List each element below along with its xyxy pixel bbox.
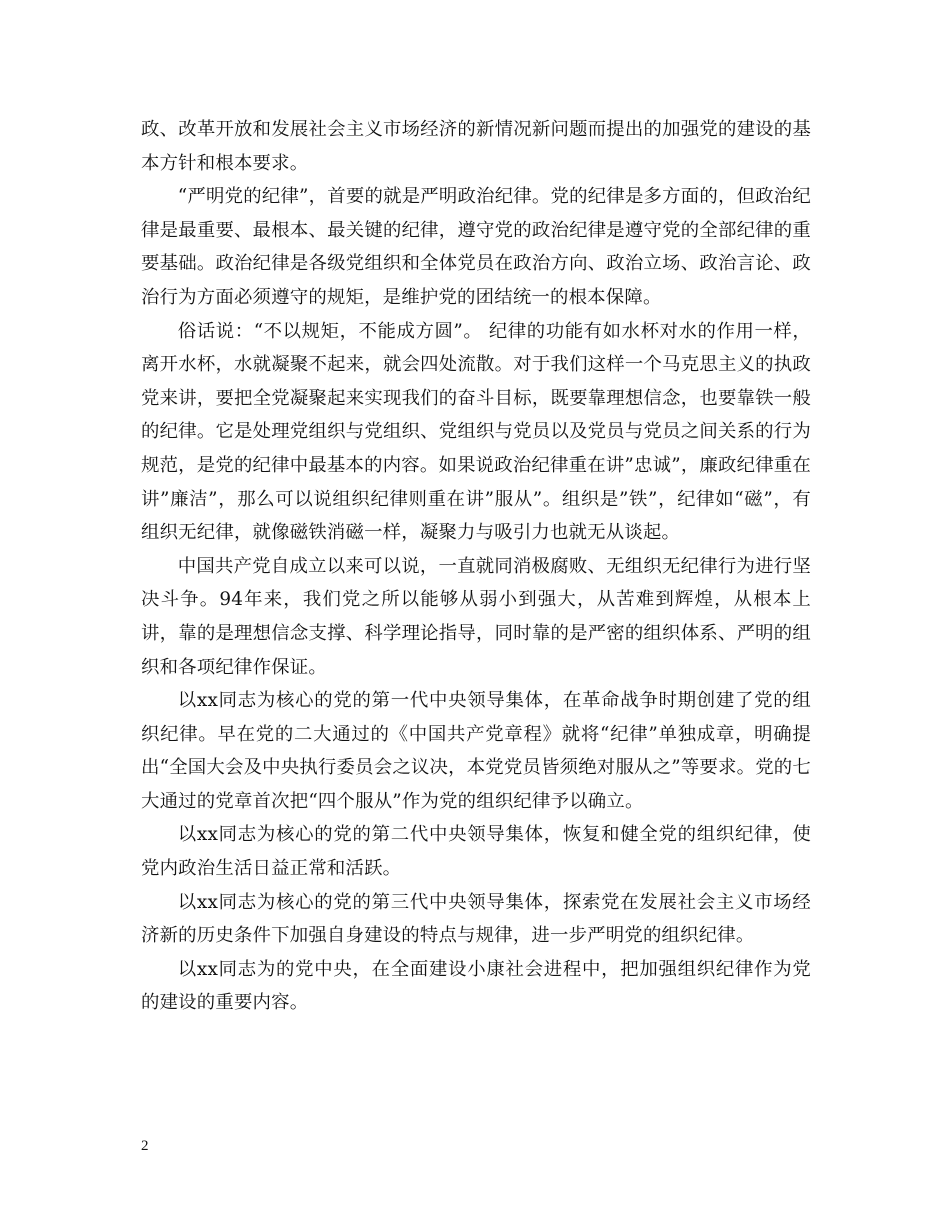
- paragraph-first-generation: 以xx同志为核心的党的第一代中央领导集体，在革命战争时期创建了党的组织纪律。早在党的二大通过的《中国共产党章程》就将“纪律”单独成章，明确提出“全国大会及中央执行委员会之议决，本党党员皆须绝对服从之”等要求。党的七大通过的党章首次把“四个服从”作为党的组织纪律予以确立。: [141, 690, 811, 812]
- paragraph-political-discipline: “严明党的纪律”，首要的就是严明政治纪律。党的纪律是多方面的，但政治纪律是最重要、最根本、最关键的纪律，遵守党的政治纪律是遵守党的全部纪律的重要基础。政治纪律是各级党组织和全体党员在政治方向、政治立场、政治言论、政治行为方面必须遵守的规矩，是维护党的团结统一的根本保障。: [141, 186, 811, 308]
- page-number: 2: [141, 1138, 149, 1154]
- paragraph-party-central: 以xx同志为的党中央，在全面建设小康社会进程中，把加强组织纪律作为党的建设的重要内容。: [141, 958, 811, 1014]
- document-body: [141, 113, 811, 1020]
- paragraph-continued: 政、改革开放和发展社会主义市场经济的新情况新问题而提出的加强党的建设的基本方针和根本要求。: [141, 119, 811, 174]
- paragraph-second-generation: 以xx同志为核心的党的第二代中央领导集体，恢复和健全党的组织纪律，使党内政治生活日益正常和活跃。: [141, 824, 811, 880]
- paragraph-third-generation: 以xx同志为核心的党的第三代中央领导集体，探索党在发展社会主义市场经济新的历史条件下加强自身建设的特点与规律，进一步严明党的组织纪律。: [141, 891, 811, 947]
- paragraph-party-history: 中国共产党自成立以来可以说，一直就同消极腐败、无组织无纪律行为进行坚决斗争。94年来，我们党之所以能够从弱小到强大，从苦难到辉煌，从根本上讲，靠的是理想信念支撑、科学理论指导，同时靠的是严密的组织体系、严明的组织和各项纪律作保证。: [141, 555, 811, 678]
- paragraph-rules-proverb: 俗话说：“不以规矩，不能成方圆”。 纪律的功能有如水杯对水的作用一样，离开水杯，水就凝聚不起来，就会四处流散。对于我们这样一个马克思主义的执政党来讲，要把全党凝聚起来实现我们的奋斗目标，既要靠理想信念，也要靠铁一般的纪律。它是处理党组织与党组织、党组织与党员以及党员与党员之间关系的行为规范，是党的纪律中最基本的内容。如果说政治纪律重在讲”忠诚”，廉政纪律重在讲”廉洁”，那么可以说组织纪律则重在讲”服从”。组织是”铁”，纪律如“磁”，有组织无纪律，就像磁铁消磁一样，凝聚力与吸引力也就无从谈起。: [141, 320, 811, 544]
